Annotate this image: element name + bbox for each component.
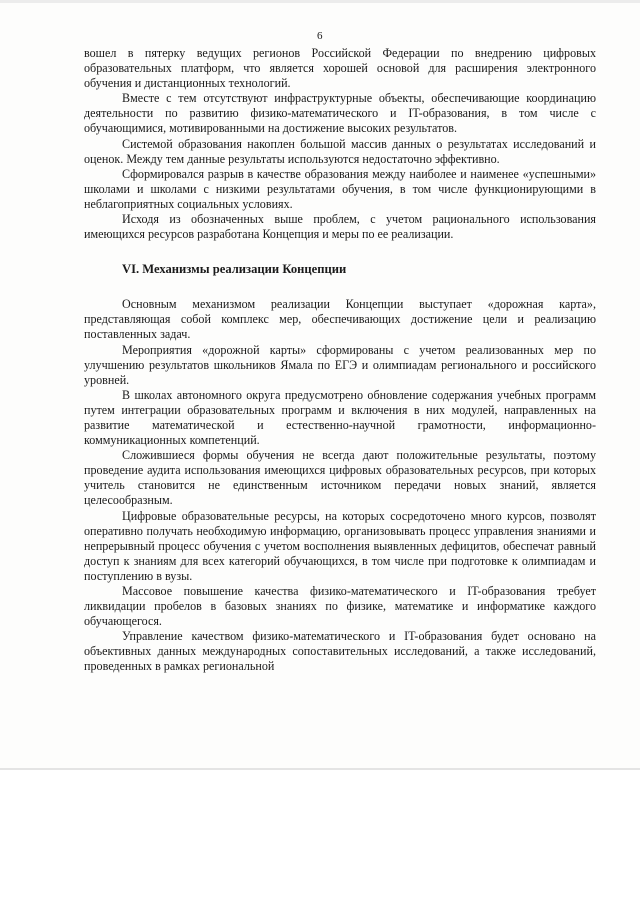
spacer (84, 242, 596, 262)
paragraph: В школах автономного округа предусмотрено обновление содержания учебных программ путем интеграции образовательных программ и включения в них модулей, направленных на развитие математической и естественно-научной грамотности, информационно-коммуникационных компетенций. (84, 387, 596, 448)
paragraph: Сформировался разрыв в качестве образования между наиболее и наименее «успешными» школами и школами с низкими результатами обучения, в том числе функционирующими в неблагоприятных социальных условиях. (84, 166, 596, 211)
paragraph: Сложившиеся формы обучения не всегда дают положительные результаты, поэтому проведение аудита использования имеющихся цифровых образовательных ресурсов, при которых учитель становится не единственным источником передачи новых знаний, является целесообразным. (84, 448, 596, 508)
section-heading: VI. Механизмы реализации Концепции (122, 262, 347, 277)
paragraph: Исходя из обозначенных выше проблем, с учетом рационального использования имеющихся ресурсов разработана Концепция и меры по ее реализации. (84, 212, 596, 242)
scan-bottom-edge (0, 768, 640, 770)
page-number: 6 (317, 30, 323, 42)
paragraph: Основным механизмом реализации Концепции выступает «дорожная карта», представляющая собой комплекс мер, обеспечивающих достижение цели и реализацию поставленных задач. (84, 297, 596, 342)
paragraph-continuation: вошел в пятерку ведущих регионов Российской Федерации по внедрению цифровых образовательных платформ, что является хорошей основой для расширения электронного обучения и дистанционных технологий. (84, 46, 596, 91)
document-body (84, 46, 596, 675)
paragraph: Системой образования накоплен большой массив данных о результатах исследований и оценок. Между тем данные результаты используются недостаточно эффективно. (84, 136, 596, 166)
paragraph: Мероприятия «дорожной карты» сформированы с учетом реализованных мер по улучшению результатов школьников Ямала по ЕГЭ и олимпиадам регионального и российского уровней. (84, 342, 596, 387)
paragraph: Вместе с тем отсутствуют инфраструктурные объекты, обеспечивающие координацию деятельности по развитию физико-математического и IT-образования, в том числе с обучающимися, мотивированными на достижение высоких результатов. (84, 91, 596, 136)
paragraph: Управление качеством физико-математического и IT-образования будет основано на объективных данных международных сопоставительных исследований, а также исследований, проведенных в рамках региональной (84, 629, 596, 674)
spacer (84, 277, 596, 297)
paragraph: Цифровые образовательные ресурсы, на которых сосредоточено много курсов, позволят оперативно получать необходимую информацию, организовывать процесс управления знаниями и непрерывный процесс обучения с учетом восполнения выявленных дефицитов, обеспечат равный доступ к знаниям для всех категорий обучающихся, в том числе при подготовке к олимпиадам и поступлению в вузы. (84, 508, 596, 583)
paragraph: Массовое повышение качества физико-математического и IT-образования требует ликвидации пробелов в базовых знаниях по физике, математике и информатике каждого обучающегося. (84, 584, 596, 629)
scan-top-edge (0, 0, 640, 3)
